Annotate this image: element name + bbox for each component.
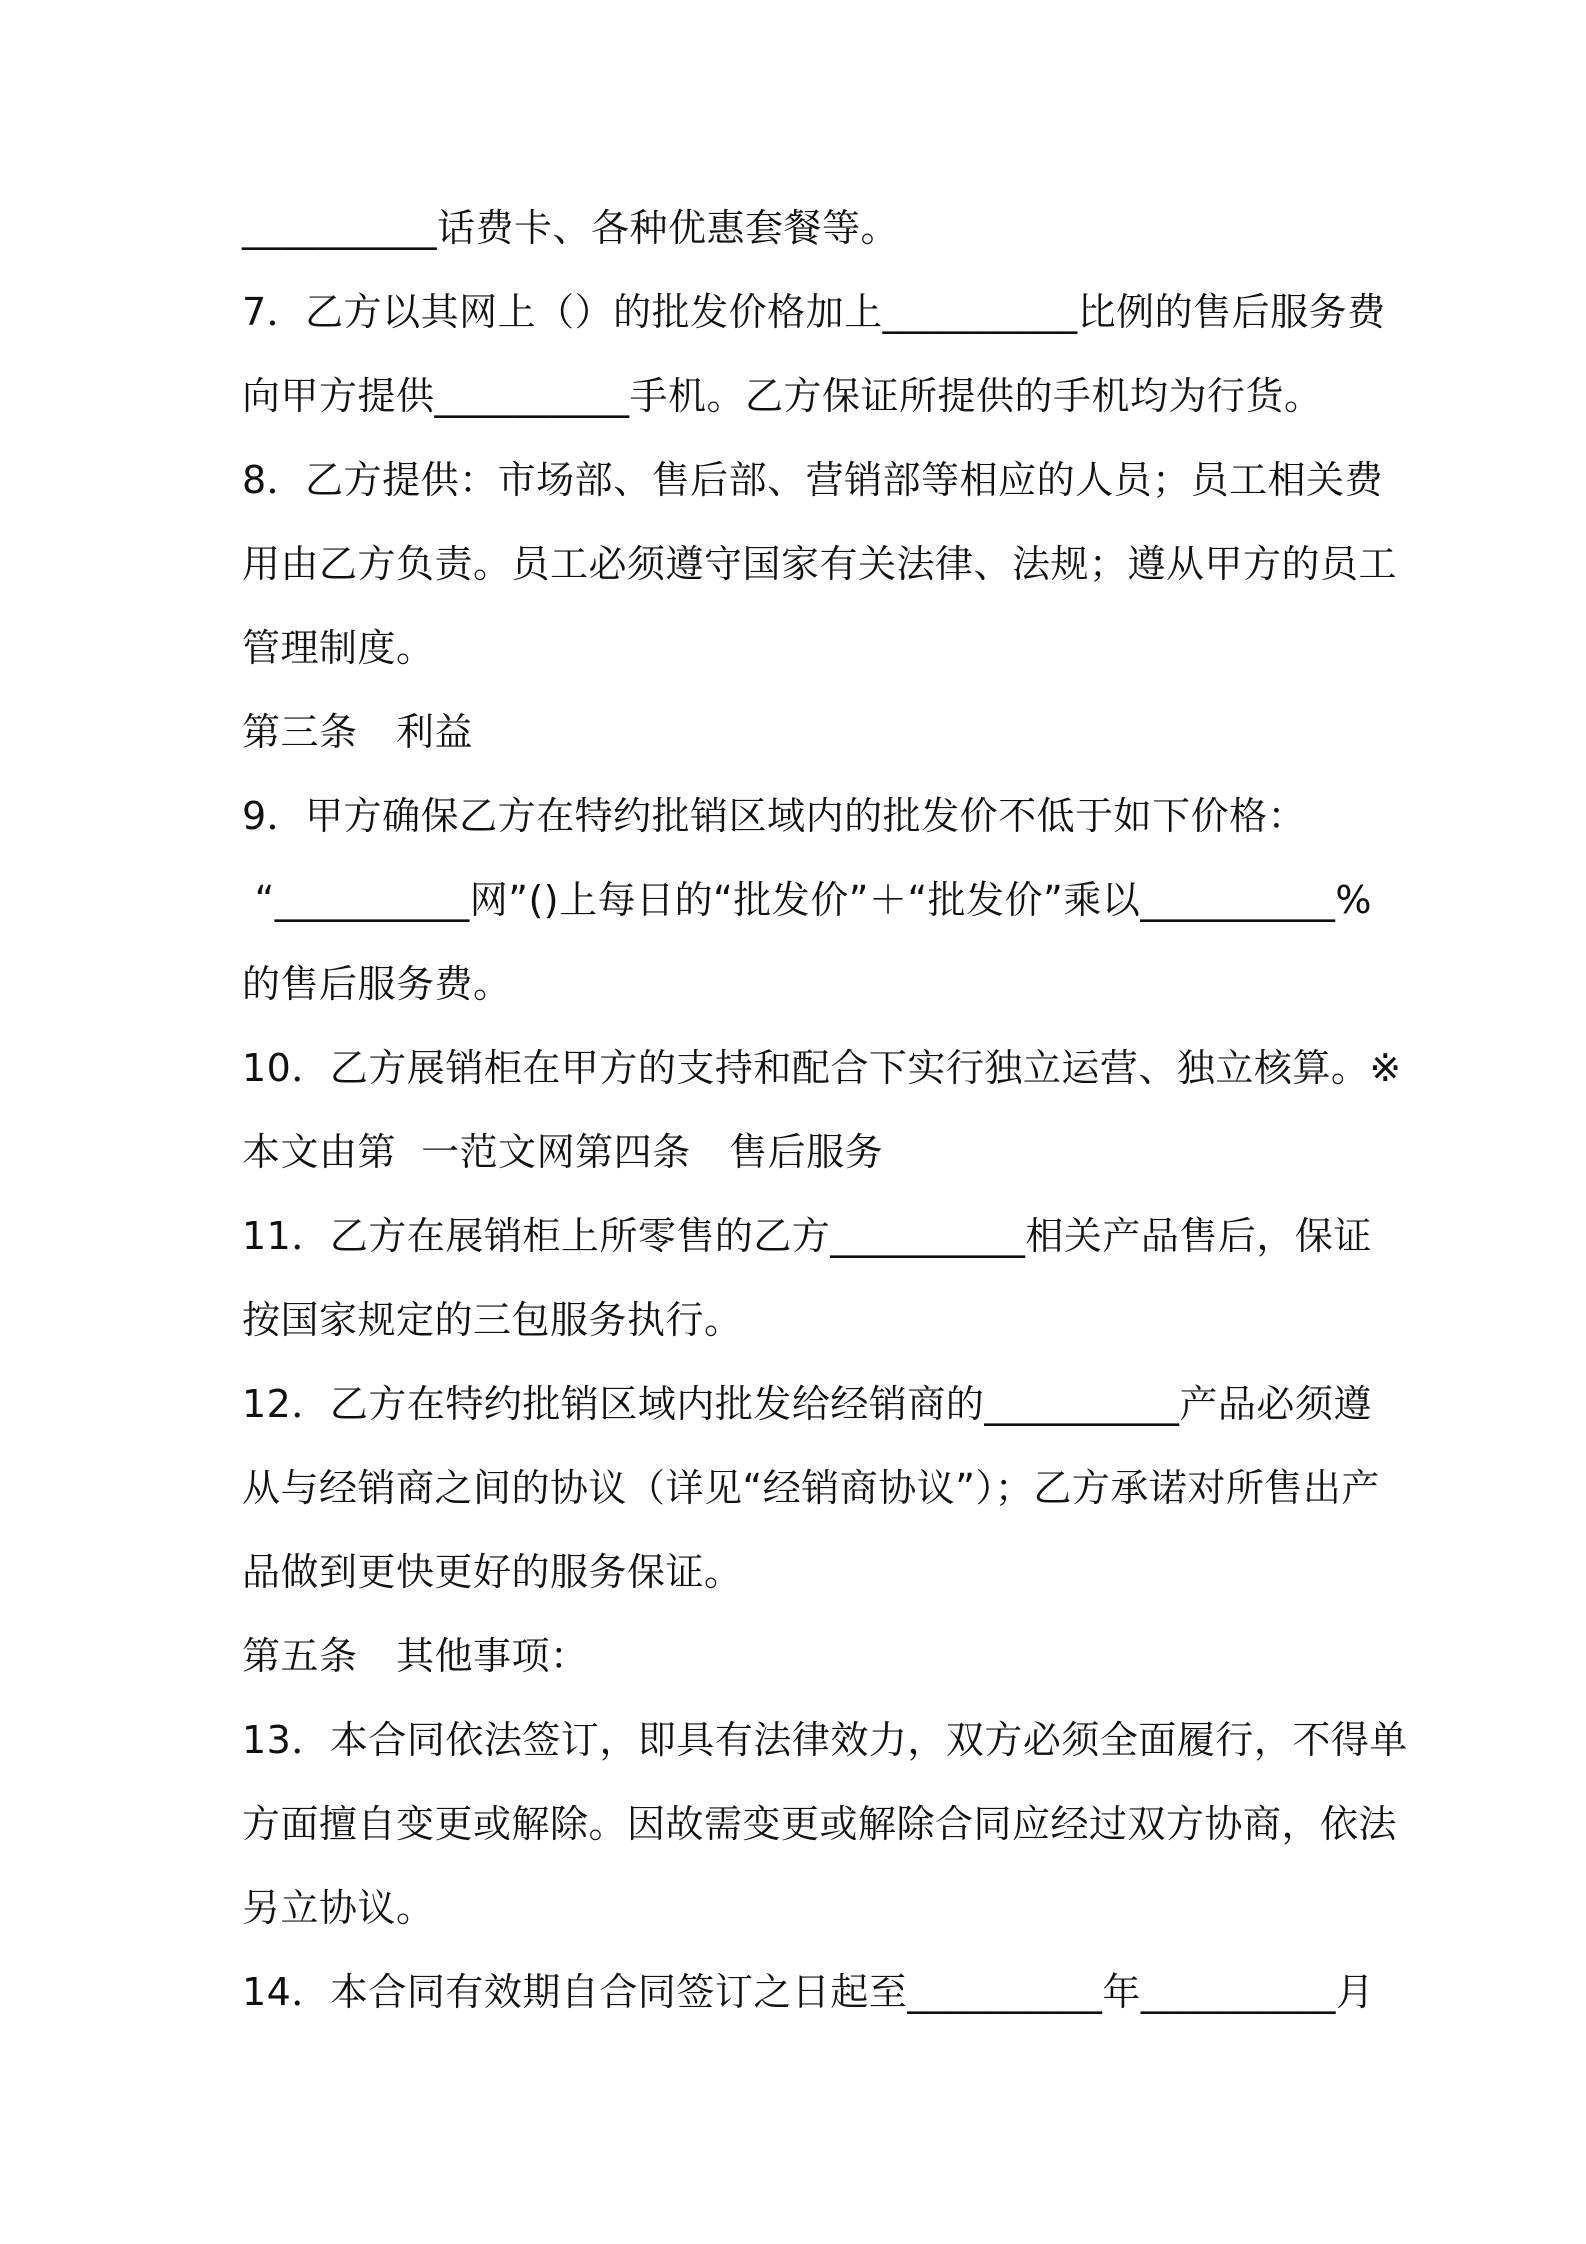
- text-line: 向甲方提供__________手机。乙方保证所提供的手机均为行货。: [242, 374, 1323, 418]
- section-heading: 第五条 其他事项：: [242, 1634, 589, 1678]
- text-line: 11．乙方在展销柜上所零售的乙方__________相关产品售后，保证: [242, 1214, 1372, 1258]
- text-line: 按国家规定的三包服务执行。: [242, 1298, 743, 1342]
- text-line: 管理制度。: [242, 626, 435, 670]
- text-line: 从与经销商之间的协议（详见“经销商协议”）；乙方承诺对所售出产: [242, 1466, 1380, 1510]
- text-line: 14．本合同有效期自合同签订之日起至__________年__________月: [242, 1970, 1375, 2014]
- text-line: 10．乙方展销柜在甲方的支持和配合下实行独立运营、独立核算。※: [242, 1046, 1402, 1090]
- text-line: 12．乙方在特约批销区域内批发给经销商的__________产品必须遵: [242, 1382, 1372, 1426]
- text-line: 方面擅自变更或解除。因故需变更或解除合同应经过双方协商，依法: [242, 1802, 1398, 1846]
- text-line: 本文由第 一范文网第四条 售后服务: [242, 1130, 884, 1174]
- text-line: 的售后服务费。: [242, 962, 512, 1006]
- text-line: 9．甲方确保乙方在特约批销区域内的批发价不低于如下价格：: [242, 794, 1307, 838]
- text-line: 另立协议。: [242, 1886, 435, 1930]
- section-heading: 第三条 利益: [242, 710, 474, 754]
- text-line: __________话费卡、各种优惠套餐等。: [242, 206, 900, 250]
- text-line: 用由乙方负责。员工必须遵守国家有关法律、法规；遵从甲方的员工: [242, 542, 1398, 586]
- text-line: 品做到更快更好的服务保证。: [242, 1550, 743, 1594]
- text-line: 8．乙方提供：市场部、售后部、营销部等相应的人员；员工相关费: [242, 458, 1384, 502]
- text-line: 13．本合同依法签订，即具有法律效力，双方必须全面履行，不得单: [242, 1718, 1408, 1762]
- text-line: 7．乙方以其网上（）的批发价格加上__________比例的售后服务费: [242, 290, 1386, 334]
- text-line: “__________网”()上每日的“批发价”＋“批发价”乘以__________%: [242, 878, 1372, 922]
